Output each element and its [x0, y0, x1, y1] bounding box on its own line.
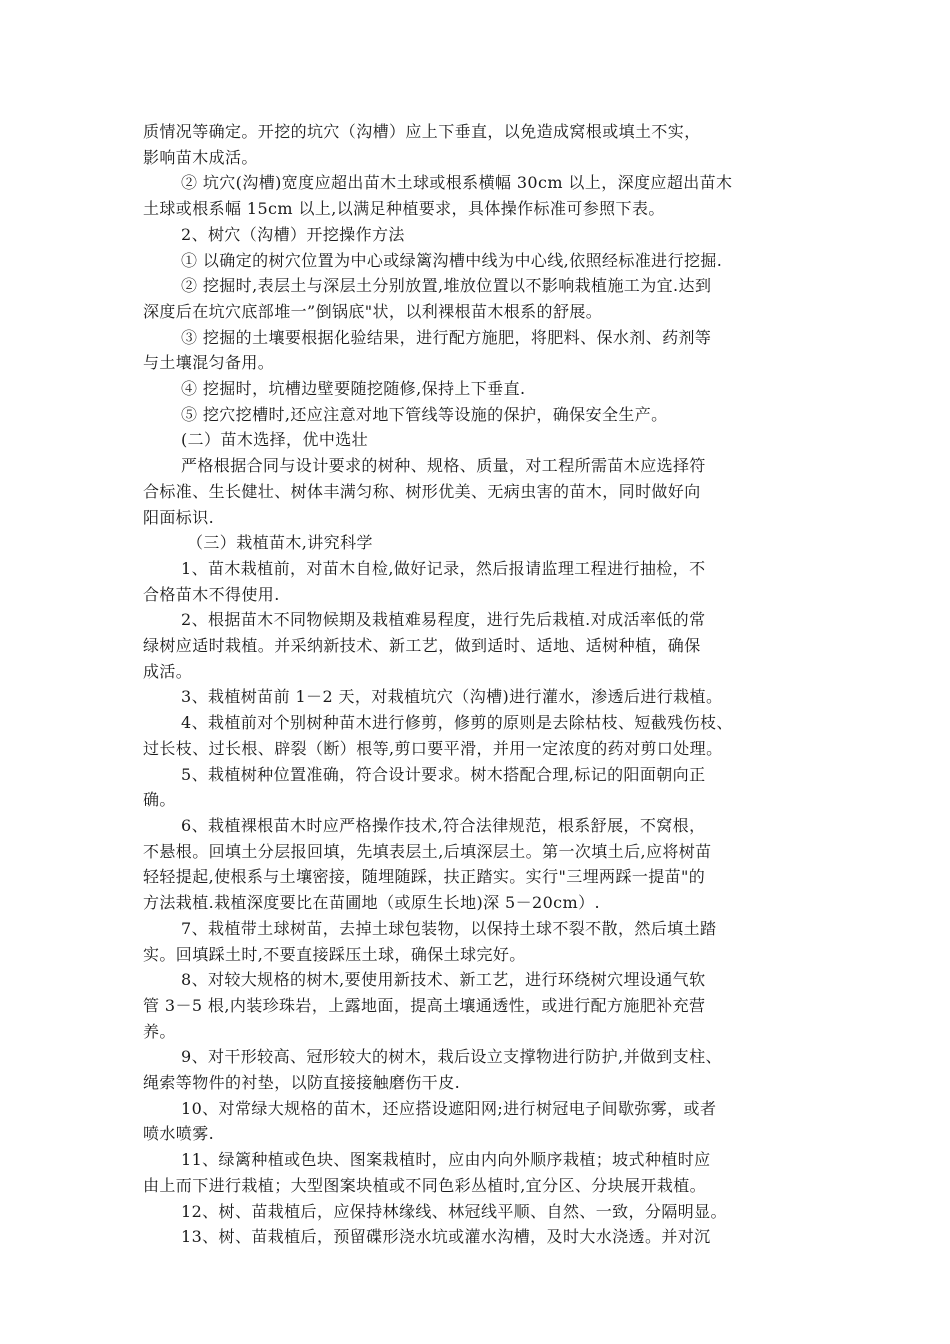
text-line: 严格根据合同与设计要求的树种、规格、质量，对工程所需苗木应选择符 — [181, 456, 706, 476]
text-line: 管 3－5 根,内装珍珠岩，上露地面，提高土壤通透性，或进行配方施肥补充营 — [143, 995, 706, 1015]
text-line: 绳索等物件的衬垫，以防直接接触磨伤干皮. — [143, 1073, 461, 1093]
text-line: 绿树应适时栽植。并采纳新技术、新工艺，做到适时、适地、适树种植，确保 — [143, 636, 701, 656]
text-line: 5、栽植树种位置准确，符合设计要求。树木搭配合理,标记的阳面朝向正 — [181, 764, 706, 784]
text-line: 轻轻提起,使根系与土壤密接，随埋随踩，扶正踏实。实行"三埋两踩一提苗"的 — [143, 867, 706, 887]
text-line: 喷水喷雾. — [143, 1124, 215, 1144]
document-body — [143, 119, 808, 1250]
text-line: ② 挖掘时,表层土与深层土分别放置,堆放位置以不影响栽植施工为宜.达到 — [181, 276, 712, 296]
text-line: 养。 — [143, 1021, 176, 1041]
text-line: 与土壤混匀备用。 — [143, 353, 275, 373]
section-heading: 2、树穴（沟槽）开挖操作方法 — [181, 224, 405, 244]
text-line: 6、栽植裸根苗木时应严格操作技术,符合法律规范，根系舒展，不窝根， — [181, 815, 706, 835]
section-heading: (二）苗木选择，优中选壮 — [181, 430, 369, 450]
text-line: 深度后在坑穴底部堆一”倒锅底"状，以利裸根苗木根系的舒展。 — [143, 301, 603, 321]
text-line: 1、苗木栽植前，对苗木自检,做好记录，然后报请监理工程进行抽检，不 — [181, 558, 706, 578]
text-line: 实。回填踩土时,不要直接踩压土球，确保土球完好。 — [143, 944, 526, 964]
text-line: 质情况等确定。开挖的坑穴（沟槽）应上下垂直，以免造成窝根或填土不实， — [143, 122, 701, 141]
text-line: ② 坑穴(沟槽)宽度应超出苗木土球或根系横幅 30cm 以上，深度应超出苗木 — [181, 173, 733, 193]
text-line: 13、树、苗栽植后，预留碟形浇水坑或灌水沟槽，及时大水浇透。并对沉 — [181, 1227, 711, 1247]
text-line: 4、栽植前对个别树种苗木进行修剪，修剪的原则是去除枯枝、短截残伤枝、 — [181, 713, 733, 733]
text-line: 9、对干形较高、冠形较大的树木，栽后设立支撑物进行防护,并做到支柱、 — [181, 1047, 722, 1067]
text-line: 12、树、苗栽植后，应保持林缘线、林冠线平顺、自然、一致，分隔明显。 — [181, 1201, 727, 1221]
text-line: 合标准、生长健壮、树体丰满匀称、树形优美、无病虫害的苗木，同时做好向 — [143, 481, 701, 501]
text-line: ③ 挖掘的土壤要根据化验结果，进行配方施肥，将肥料、保水剂、药剂等 — [181, 327, 712, 347]
text-line: 7、栽植带土球树苗，去掉土球包装物，以保持土球不裂不散，然后填土踏 — [181, 918, 717, 938]
text-line: 不悬根。回填土分层报回填，先填表层土,后填深层土。第一次填土后,应将树苗 — [143, 841, 712, 861]
text-line: 8、对较大规格的树木,要使用新技术、新工艺，进行环绕树穴埋设通气软 — [181, 970, 706, 990]
text-line: ⑤ 挖穴挖槽时,还应注意对地下管线等设施的保护，确保安全生产。 — [181, 404, 668, 424]
text-line: 确。 — [143, 790, 176, 810]
text-line: 阳面标识. — [143, 507, 215, 527]
section-heading: （三）栽植苗木,讲究科学 — [187, 533, 373, 553]
text-line: 11、绿篱种植或色块、图案栽植时，应由内向外顺序栽植；坡式种植时应 — [181, 1150, 711, 1170]
text-line: 成活。 — [143, 661, 193, 681]
text-line: 3、栽植树苗前 1－2 天，对栽植坑穴（沟槽)进行灌水，渗透后进行栽植。 — [181, 687, 723, 707]
text-line: 方法栽植.栽植深度要比在苗圃地（或原生长地)深 5－20cm）. — [143, 893, 600, 913]
text-line: 合格苗木不得使用. — [143, 584, 280, 604]
text-line: 10、对常绿大规格的苗木，还应搭设遮阳网;进行树冠电子间歇弥雾，或者 — [181, 1098, 717, 1118]
text-line: ④ 挖掘时，坑槽边壁要随挖随修,保持上下垂直. — [181, 379, 526, 399]
text-line: 土球或根系幅 15cm 以上,以满足种植要求，具体操作标准可参照下表。 — [143, 199, 665, 219]
text-line: 影响苗木成活。 — [143, 147, 258, 167]
text-line: 2、根据苗木不同物候期及栽植难易程度，进行先后栽植.对成活率低的常 — [181, 610, 706, 630]
text-line: ① 以确定的树穴位置为中心或绿篱沟槽中线为中心线,依照经标准进行挖掘. — [181, 250, 723, 270]
text-line: 过长枝、过长根、辟裂（断）根等,剪口要平滑，并用一定浓度的药对剪口处理。 — [143, 738, 723, 758]
text-line: 由上而下进行栽植；大型图案块植或不同色彩丛植时,宜分区、分块展开栽植。 — [143, 1175, 707, 1195]
